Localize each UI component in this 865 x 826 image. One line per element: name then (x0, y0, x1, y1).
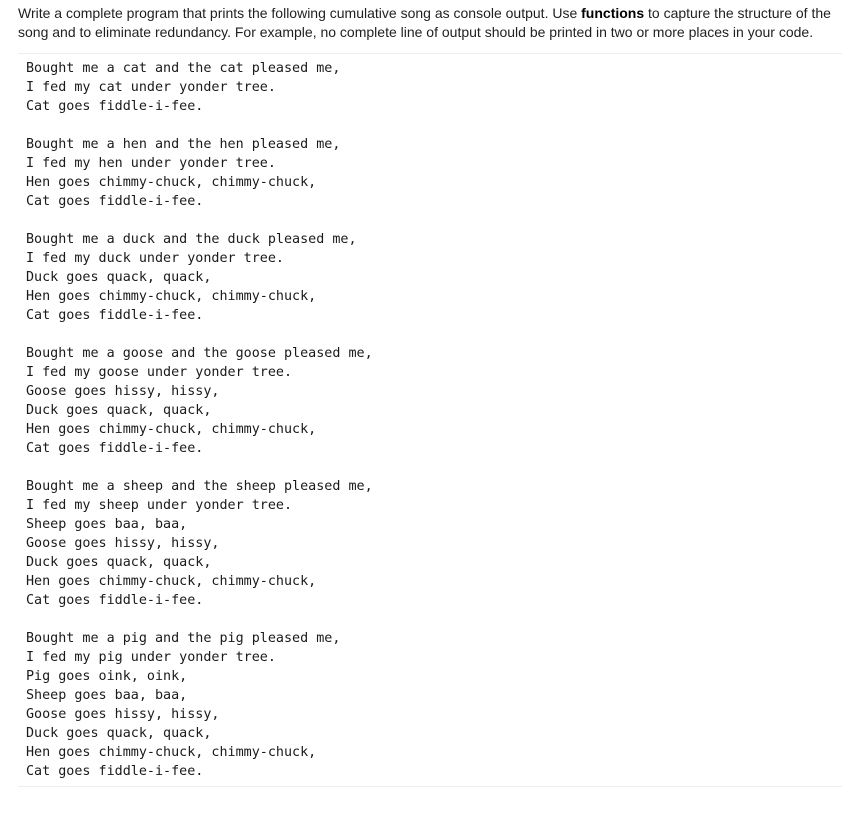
song-verse (26, 135, 842, 211)
verse-line: Cat goes fiddle-i-fee. (26, 441, 204, 456)
console-output-block (18, 53, 842, 787)
song-verse (26, 59, 842, 116)
verse-line: I fed my sheep under yonder tree. (26, 498, 293, 513)
verse-line: Goose goes hissy, hissy, (26, 536, 220, 551)
song-verse (26, 344, 842, 458)
verse-line: Goose goes hissy, hissy, (26, 707, 220, 722)
song-verse (26, 477, 842, 610)
verse-line: Duck goes quack, quack, (26, 270, 212, 285)
verse-line: Bought me a goose and the goose pleased me, (26, 346, 373, 361)
verse-line: Hen goes chimmy-chuck, chimmy-chuck, (26, 175, 317, 190)
verse-line: I fed my pig under yonder tree. (26, 650, 276, 665)
verse-line: Pig goes oink, oink, (26, 669, 188, 684)
verse-line: Hen goes chimmy-chuck, chimmy-chuck, (26, 289, 317, 304)
song-verse (26, 629, 842, 781)
instructions-bold-keyword: functions (581, 5, 645, 21)
instructions-text-start: Write a complete program that prints the following cumulative song as console output. Use (18, 5, 582, 21)
verse-line: Bought me a cat and the cat pleased me, (26, 61, 341, 76)
verse-line: Cat goes fiddle-i-fee. (26, 764, 204, 779)
verse-line: I fed my cat under yonder tree. (26, 80, 276, 95)
verse-line: I fed my hen under yonder tree. (26, 156, 276, 171)
verse-line: Cat goes fiddle-i-fee. (26, 194, 204, 209)
verse-line: Cat goes fiddle-i-fee. (26, 593, 204, 608)
verse-line: Hen goes chimmy-chuck, chimmy-chuck, (26, 574, 317, 589)
verse-line: Duck goes quack, quack, (26, 555, 212, 570)
verse-line: Bought me a sheep and the sheep pleased me, (26, 479, 373, 494)
verse-line: Hen goes chimmy-chuck, chimmy-chuck, (26, 422, 317, 437)
verse-line: I fed my duck under yonder tree. (26, 251, 284, 266)
verse-line: Duck goes quack, quack, (26, 726, 212, 741)
verse-line: Hen goes chimmy-chuck, chimmy-chuck, (26, 745, 317, 760)
verse-line: Bought me a hen and the hen pleased me, (26, 137, 341, 152)
verse-line: Bought me a duck and the duck pleased me, (26, 232, 357, 247)
verse-line: Sheep goes baa, baa, (26, 517, 188, 532)
verse-line: I fed my goose under yonder tree. (26, 365, 293, 380)
verse-line: Cat goes fiddle-i-fee. (26, 308, 204, 323)
verse-line: Sheep goes baa, baa, (26, 688, 188, 703)
verse-line: Goose goes hissy, hissy, (26, 384, 220, 399)
instructions-text-end: to capture the structure of the song and to eliminate redundancy. For example, no complete line of output should be printed in two or more places in your code. (18, 5, 831, 40)
verse-line: Duck goes quack, quack, (26, 403, 212, 418)
verse-line: Bought me a pig and the pig pleased me, (26, 631, 341, 646)
song-verse (26, 230, 842, 325)
verse-line: Cat goes fiddle-i-fee. (26, 99, 204, 114)
instructions-paragraph (18, 4, 848, 42)
